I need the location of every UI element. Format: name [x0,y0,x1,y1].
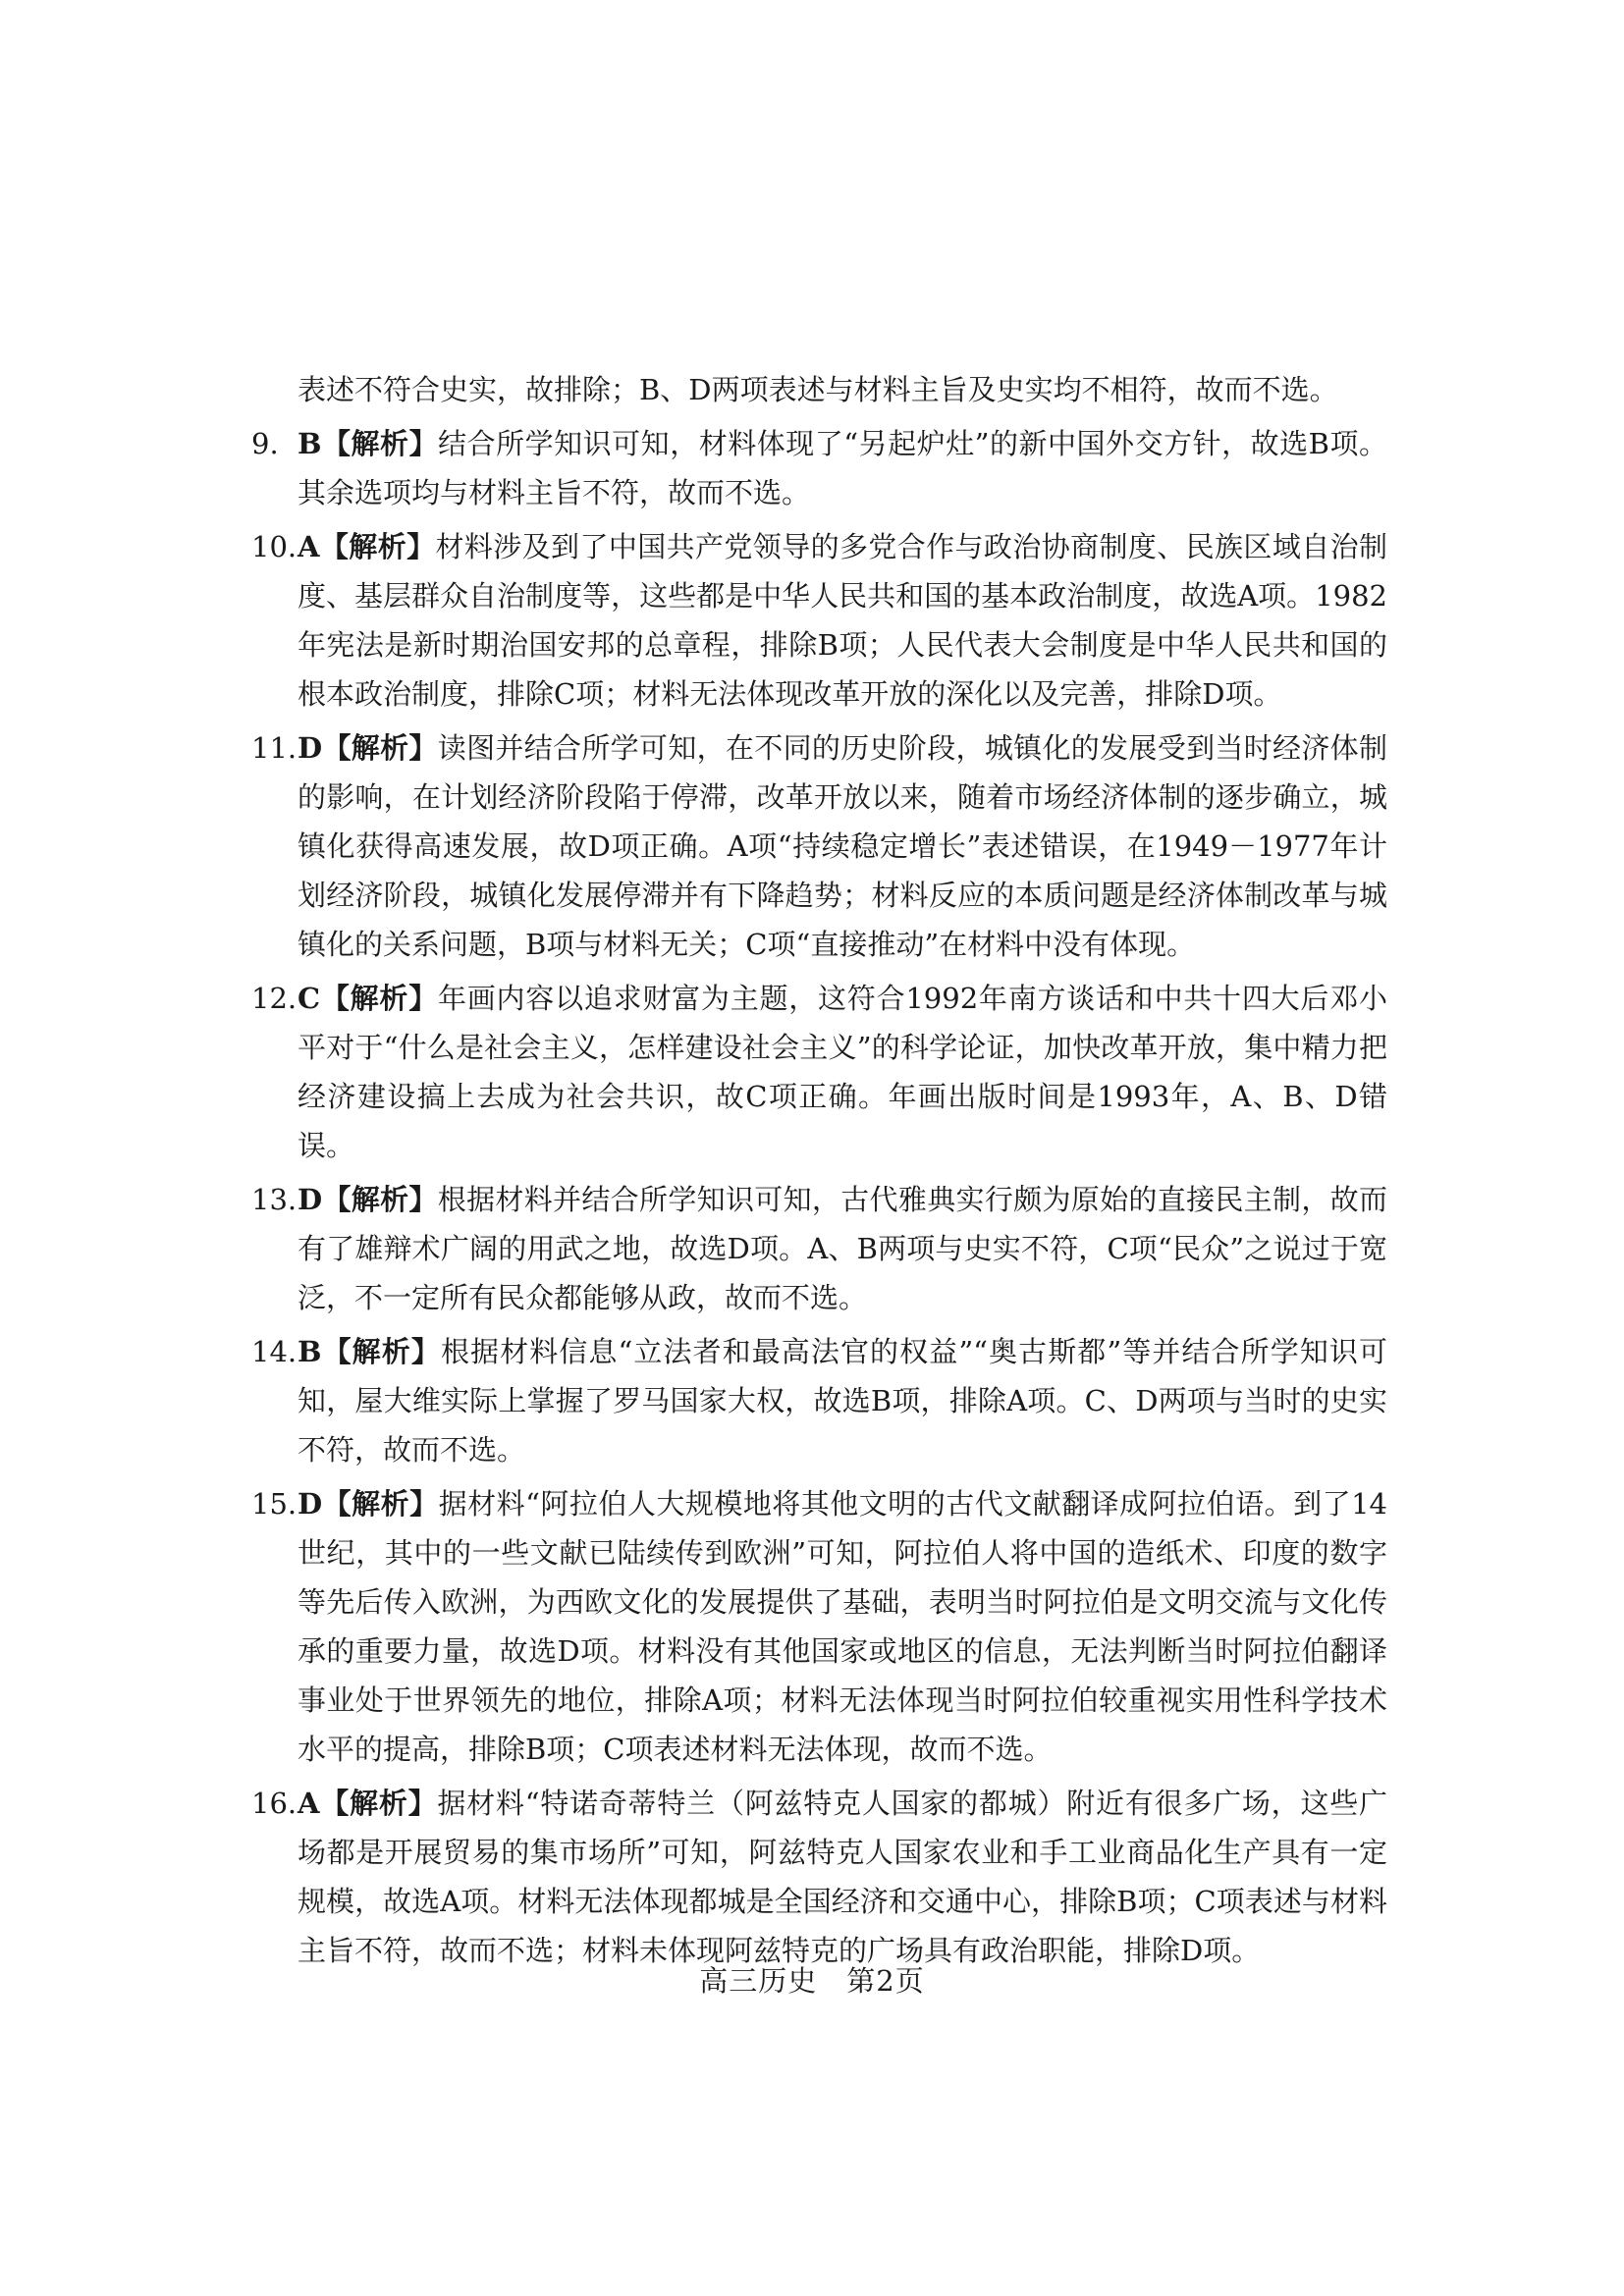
answer-choice: D [298,1487,323,1521]
answer-choice: B [298,427,322,460]
answer-explanations [0,365,1624,1980]
analysis-label: 【解析】 [321,427,439,460]
analysis-text: 读图并结合所学可知，在不同的历史阶段，城镇化的发展受到当时经济体制的影响，在计划经济阶段陷于停滞，改革开放以来，随着市场经济体制的逐步确立，城镇化获得高速发展，故D项正确。A项“持续稳定增长”表述错误，在1949－1977年计划经济阶段，城镇化发展停滞并有下降趋势；材料反应的本质问题是经济体制改革与城镇化的关系问题，B项与材料无关；C项“直接推动”在材料中没有体现。 [298,731,1387,961]
answer-item-10 [251,522,1387,719]
question-number: 16. [251,1787,298,1820]
analysis-label: 【解析】 [322,731,438,765]
answer-choice: B [298,1335,322,1368]
analysis-text: 年画内容以追求财富为主题，这符合1992年南方谈话和中共十四大后邓小平对于“什么是社会主义，怎样建设社会主义”的科学论证，加快改革开放，集中精力把经济建设搞上去成为社会共识，故C项正确。年画出版时间是1993年，A、B、D错误。 [298,982,1387,1162]
question-number: 9. [251,427,279,460]
answer-choice: D [298,1183,323,1216]
analysis-label: 【解析】 [319,1787,438,1820]
analysis-text: 根据材料信息“立法者和最高法官的权益”“奥古斯都”等并结合所学知识可知，屋大维实际上掌握了罗马国家大权，故选B项，排除A项。C、D两项与当时的史实不符，故而不选。 [298,1335,1387,1467]
answer-item-12 [251,974,1387,1170]
analysis-label: 【解析】 [319,530,436,563]
page-footer: 高三历史 第2页 [699,1964,925,1998]
analysis-text: 据材料“特诺奇蒂特兰（阿兹特克人国家的都城）附近有很多广场，这些广场都是开展贸易的集市场所”可知，阿兹特克人国家农业和手工业商品化生产具有一定规模，故选A项。材料无法体现都城是全国经济和交通中心，排除B项；C项表述与材料主旨不符，故而不选；材料未体现阿兹特克的广场具有政治职能，排除D项。 [298,1787,1387,1967]
answer-choice: C [298,982,321,1015]
question-number: 14. [251,1335,298,1368]
analysis-label: 【解析】 [320,982,438,1015]
analysis-text: 结合所学知识可知，材料体现了“另起炉灶”的新中国外交方针，故选B项。其余选项均与材料主旨不符，故而不选。 [298,427,1387,509]
answer-item-15 [251,1479,1387,1774]
analysis-text: 材料涉及到了中国共产党领导的多党合作与政治协商制度、民族区域自治制度、基层群众自治制度等，这些都是中华人民共和国的基本政治制度，故选A项。1982年宪法是新时期治国安邦的总章程，排除B项；人民代表大会制度是中华人民共和国的根本政治制度，排除C项；材料无法体现改革开放的深化以及完善，排除D项。 [298,530,1387,711]
answer-item-11 [251,723,1387,969]
answer-choice: A [298,1787,320,1820]
continuation-text: 表述不符合史实，故排除；B、D两项表述与材料主旨及史实均不相符，故而不选。 [298,373,1338,406]
question-number: 13. [251,1183,298,1216]
question-number: 10. [251,530,298,563]
analysis-label: 【解析】 [322,1183,438,1216]
answer-item-14 [251,1327,1387,1474]
answer-item-13 [251,1175,1387,1322]
analysis-text: 据材料“阿拉伯人大规模地将其他文明的古代文献翻译成阿拉伯语。到了14世纪，其中的一些文献已陆续传到欧洲”可知，阿拉伯人将中国的造纸术、印度的数字等先后传入欧洲，为西欧文化的发展提供了基础，表明当时阿拉伯是文明交流与文化传承的重要力量，故选D项。材料没有其他国家或地区的信息，无法判断当时阿拉伯翻译事业处于世界领先的地位，排除A项；材料无法体现当时阿拉伯较重视实用性科学技术水平的提高，排除B项；C项表述材料无法体现，故而不选。 [298,1487,1387,1766]
analysis-label: 【解析】 [321,1335,441,1368]
question-number: 12. [251,982,298,1015]
question-number: 11. [251,731,298,765]
answer-choice: A [298,530,320,563]
question-number: 15. [251,1487,298,1521]
analysis-label: 【解析】 [322,1487,439,1521]
answer-item-16 [251,1779,1387,1975]
answer-choice: D [298,731,323,765]
analysis-text: 根据材料并结合所学知识可知，古代雅典实行颇为原始的直接民主制，故而有了雄辩术广阔的用武之地，故选D项。A、B两项与史实不符，C项“民众”之说过于宽泛，不一定所有民众都能够从政，故而不选。 [298,1183,1387,1314]
answer-item-9 [251,419,1387,517]
